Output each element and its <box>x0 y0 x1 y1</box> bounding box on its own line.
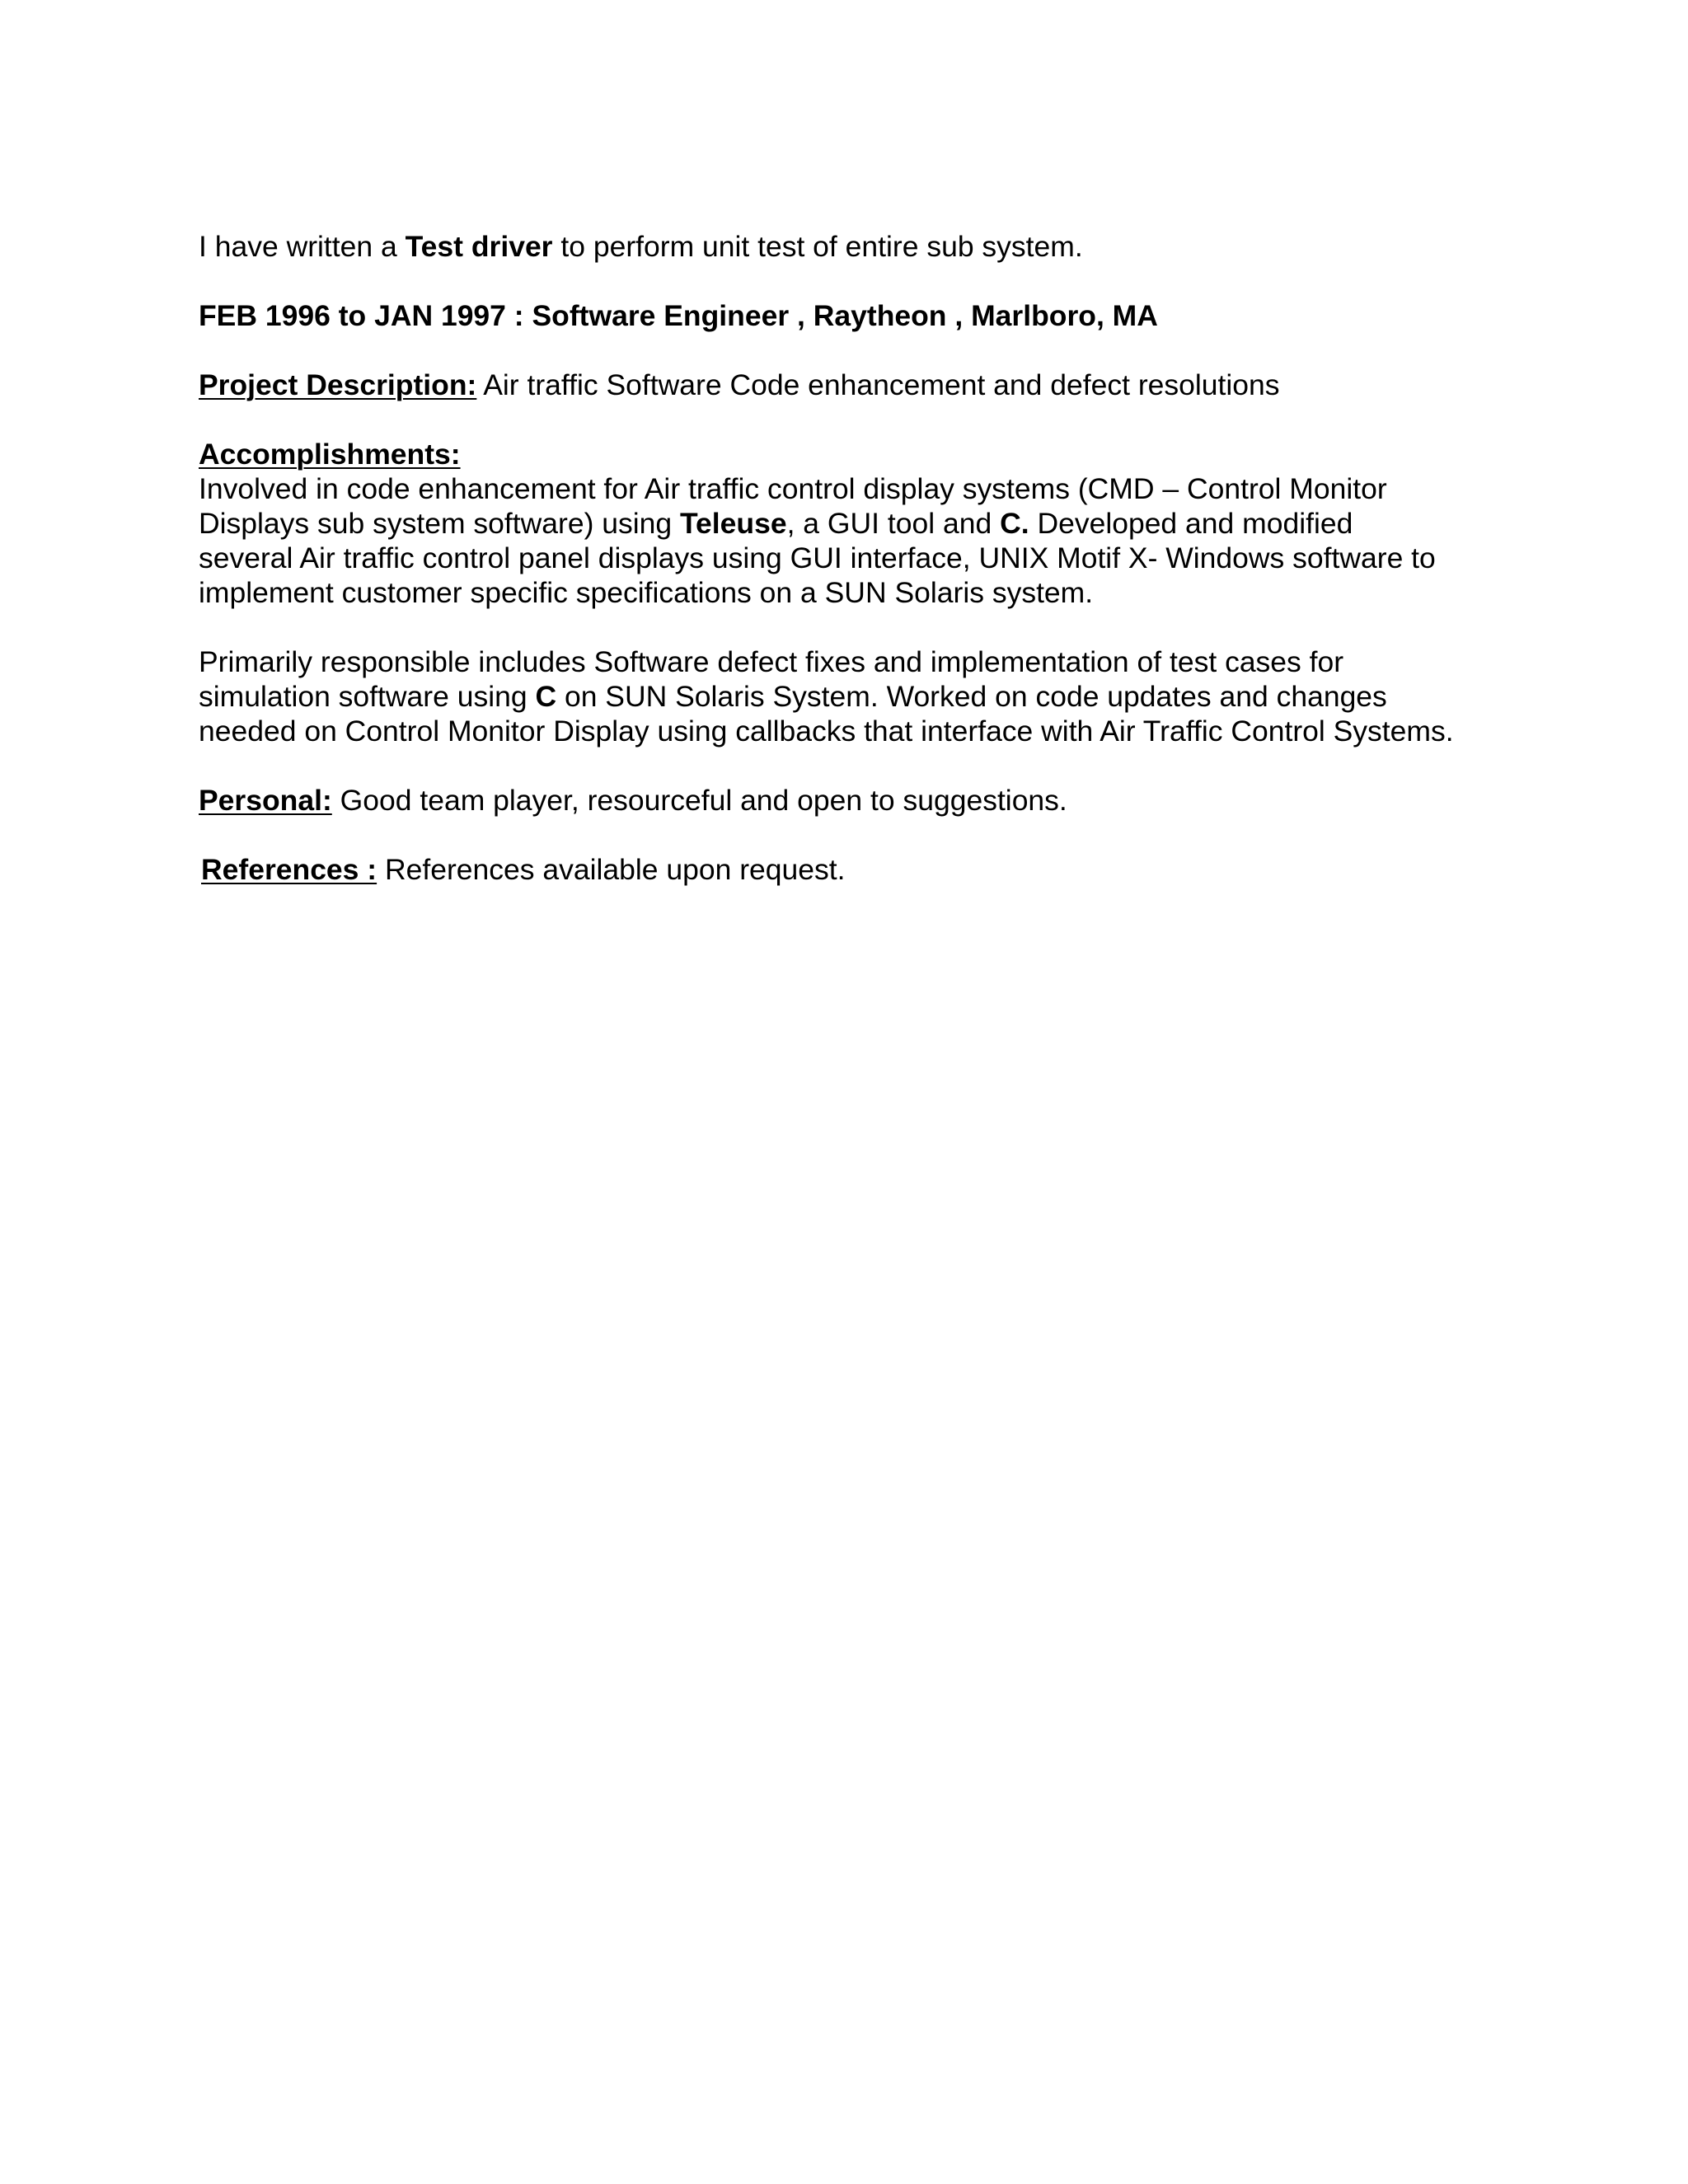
references-paragraph <box>199 852 1534 887</box>
accomplishments-heading: Accomplishments: <box>199 438 461 471</box>
accomplishments-paragraph-2 <box>199 644 1534 748</box>
personal-paragraph <box>199 783 1534 818</box>
accomplishments-line <box>199 506 1534 541</box>
project-description <box>199 368 1534 402</box>
text-run: Displays sub system software) using <box>199 507 680 540</box>
test-driver-paragraph <box>199 229 1534 264</box>
personal-label: Personal: <box>199 784 332 817</box>
accomplishments-line: Involved in code enhancement for Air traffic control display systems (CMD – Control Monitor <box>199 472 1387 505</box>
personal-text: Good team player, resourceful and open to suggestions. <box>331 784 1067 817</box>
test-driver-post: to perform unit test of entire sub system. <box>552 230 1083 263</box>
text-run: on SUN Solaris System. Worked on code updates and changes <box>556 680 1387 713</box>
accomplishments-line <box>199 679 1534 714</box>
c-bold: C <box>535 680 557 713</box>
references-label: References : <box>201 853 377 886</box>
accomplishments-line: Primarily responsible includes Software defect fixes and implementation of test cases for <box>199 645 1344 678</box>
document-body <box>199 229 1534 921</box>
job-heading: FEB 1996 to JAN 1997 : Software Engineer , Raytheon , Marlboro, MA <box>199 299 1158 332</box>
teleuse-bold: Teleuse <box>679 507 787 540</box>
text-run: Developed and modified <box>1029 507 1353 540</box>
test-driver-bold: Test driver <box>405 230 553 263</box>
test-driver-pre: I have written a <box>199 230 406 263</box>
accomplishments-line: several Air traffic control panel displays using GUI interface, UNIX Motif X- Windows software to <box>199 541 1436 574</box>
accomplishments-line: implement customer specific specifications on a SUN Solaris system. <box>199 576 1094 609</box>
project-description-text: Air traffic Software Code enhancement and defect resolutions <box>476 368 1280 401</box>
accomplishments-line: needed on Control Monitor Display using callbacks that interface with Air Traffic Control Systems. <box>199 715 1454 748</box>
text-run: simulation software using <box>199 680 536 713</box>
project-description-label: Project Description: <box>199 368 477 401</box>
text-run: , a GUI tool and <box>786 507 1001 540</box>
references-text: References available upon request. <box>377 853 846 886</box>
accomplishments-paragraph-1 <box>199 437 1534 610</box>
c-bold: C. <box>1000 507 1029 540</box>
